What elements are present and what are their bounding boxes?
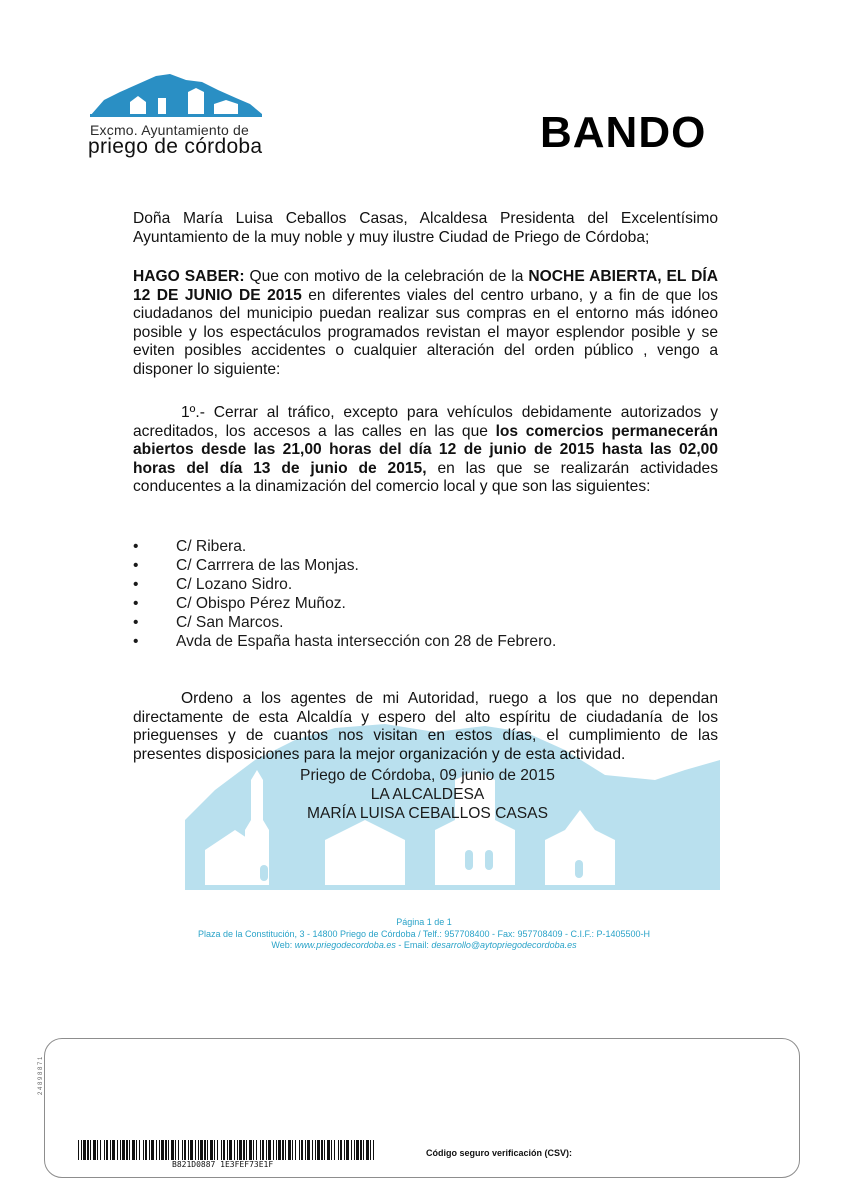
closing-text: Ordeno a los agentes de mi Autoridad, ruego a los que no dependan directamente de esta Alcaldía y espero del alto espíritu de ciudadanía de los prieguenses y de cuantos nos visitan en estos días, el cumplimiento de las presentes disposiciones para la mejor organización y de esta actividad.: [133, 690, 718, 763]
p2-text-a: Que con motivo de la celebración de la: [244, 268, 529, 285]
intro-text: Doña María Luisa Ceballos Casas, Alcaldesa Presidenta del Excelentísimo Ayuntamiento de la muy noble y muy ilustre Ciudad de Priego de Córdoba;: [133, 210, 718, 246]
barcode-icon: [78, 1140, 378, 1160]
p3-text-b: en las que se realizarán actividades conducentes a la dinamización del comercio local y que son las siguientes:: [133, 459, 719, 496]
list-item: • C/ Lozano Sidro.: [133, 575, 293, 593]
p2-text-b: en diferentes viales del centro urbano, y a fin de que los ciudadanos del municipio puedan realizar sus compras en el entorno más idóneo posible y los espectáculos programados revistan el mayor esplendor posible y se eviten posibles accidentes o cualquier alteración del orden público , vengo a disponer lo siguiente:: [133, 286, 718, 378]
web-link[interactable]: www.priegodecordoba.es: [294, 940, 396, 950]
bullet-icon: •: [133, 575, 139, 593]
logo-line-2: priego de córdoba: [88, 135, 263, 158]
email-link[interactable]: desarrollo@aytopriegodecordoba.es: [431, 940, 577, 950]
bullet-icon: •: [133, 594, 139, 612]
footer-contact: [0, 940, 848, 952]
bullet-icon: •: [133, 556, 139, 574]
signer-role: LA ALCALDESA: [370, 786, 485, 803]
document-title: BANDO: [540, 108, 707, 157]
p3-bold-hours: los comercios permanecerán abiertos desde las 21,00 horas del día 12 de junio de 2015 hasta las 02,00 horas del día 13 de junio de 2015,: [133, 422, 718, 477]
place-date: Priego de Córdoba, 09 junio de 2015: [300, 767, 555, 784]
list-item: • C/ Ribera.: [133, 538, 247, 555]
list-item: • C/ San Marcos.: [133, 613, 284, 631]
bullet-icon: •: [133, 632, 139, 650]
web-label: Web:: [271, 940, 293, 950]
email-label: - Email:: [395, 940, 429, 950]
bullet-icon: •: [133, 613, 139, 631]
municipal-logo: [86, 70, 266, 158]
barcode-text: B821D0887 1E3FEF73E1F: [172, 1160, 274, 1169]
p2-bold-event: NOCHE ABIERTA, EL DÍA 12 DE JUNIO DE 2015: [133, 268, 718, 304]
article-1-paragraph: [133, 404, 718, 497]
p3-text-a: 1º.- Cerrar al tráfico, excepto para vehículos debidamente autorizados y acreditados, los accesos a las calles en las que: [133, 404, 718, 440]
hago-saber-paragraph: [133, 268, 718, 380]
list-item: • C/ Carrrera de las Monjas.: [133, 556, 359, 574]
footer-address: Plaza de la Constitución, 3 - 14800 Priego de Córdoba / Telf.: 957708400 - Fax: 957708409 - C.I.F.: P-1405500-H: [197, 928, 651, 939]
list-item: • Avda de España hasta intersección con 28 de Febrero.: [133, 632, 557, 650]
list-item: • C/ Obispo Pérez Muñoz.: [133, 594, 346, 612]
hago-saber-lead: HAGO SABER:: [133, 268, 245, 285]
logo-line-1: Excmo. Ayuntamiento de: [90, 122, 250, 138]
page-number: Página 1 de 1: [396, 917, 452, 927]
bullet-icon: •: [133, 538, 139, 555]
intro-paragraph: [133, 210, 718, 247]
csv-label: Código seguro verificación (CSV):: [426, 1148, 573, 1158]
street-list: [133, 538, 718, 651]
signature-block: [133, 766, 718, 823]
logo-skyline-icon: [90, 70, 266, 122]
side-code: 2 4 8 9 8 8 7 1: [38, 1056, 44, 1095]
page-footer: [0, 917, 848, 952]
closing-paragraph: [133, 690, 718, 764]
signer-name: MARÍA LUISA CEBALLOS CASAS: [307, 805, 548, 822]
